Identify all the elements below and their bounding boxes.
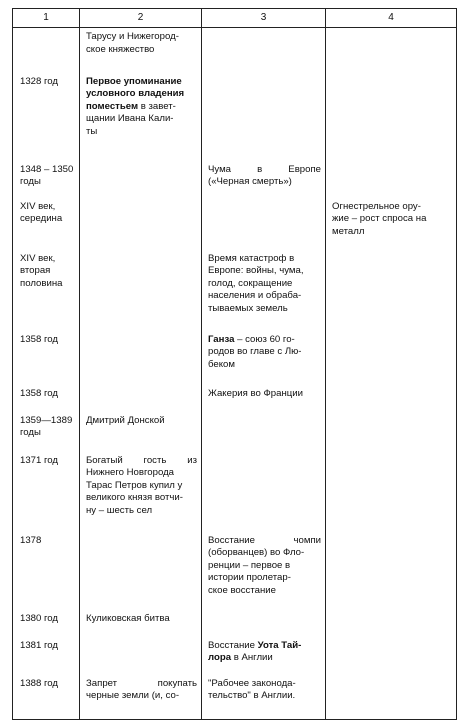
event-europe-cell [202, 388, 326, 415]
date-line: 1381 год [20, 639, 59, 651]
note-cell [326, 28, 457, 76]
cell-line: Европе: войны, чума, [208, 265, 304, 277]
cell-line: ну – шесть сел [86, 504, 153, 516]
date-line: годы [20, 427, 41, 439]
cell-line: ское восстание [208, 584, 276, 596]
column-header-2: 2 [80, 9, 202, 28]
table-row [13, 415, 457, 455]
event-europe-cell [202, 455, 326, 535]
note-cell [326, 76, 457, 164]
note-cell [326, 535, 457, 613]
note-cell [326, 640, 457, 678]
event-europe-cell [202, 164, 326, 201]
note-cell [326, 455, 457, 535]
date-cell [13, 201, 80, 253]
date-line: 1371 год [20, 454, 59, 466]
table-row [13, 613, 457, 640]
date-line: 1358 год [20, 387, 59, 399]
date-cell [13, 253, 80, 334]
cell-line-bold: поместьем в завет- [86, 100, 176, 112]
table-row [13, 678, 457, 720]
event-europe-cell [202, 415, 326, 455]
note-cell [326, 334, 457, 388]
cell-line: металл [332, 225, 365, 237]
date-line: 1378 [20, 534, 42, 546]
cell-line: Дмитрий Донской [86, 414, 165, 426]
event-russia-cell [80, 76, 202, 164]
event-russia-cell [80, 253, 202, 334]
date-cell [13, 388, 80, 415]
cell-line: Куликовская битва [86, 612, 170, 624]
chronology-table [12, 8, 457, 720]
date-line: 1380 год [20, 612, 59, 624]
cell-line: Восстание Уота Тай- [208, 639, 302, 651]
cell-line: ренции – первое в [208, 559, 291, 571]
event-russia-cell [80, 415, 202, 455]
event-europe-cell [202, 28, 326, 76]
table-row [13, 28, 457, 76]
event-europe-cell [202, 678, 326, 720]
date-line: XIV век, [20, 252, 56, 264]
cell-line: Тарас Петров купил у [86, 479, 183, 491]
note-cell [326, 613, 457, 640]
column-header-3: 3 [202, 9, 326, 28]
date-line: половина [20, 277, 63, 289]
cell-line: (оборванцев) во Фло- [208, 547, 305, 559]
event-russia-cell [80, 164, 202, 201]
event-europe-cell [202, 613, 326, 640]
table-row [13, 76, 457, 164]
event-russia-cell [80, 28, 202, 76]
date-cell [13, 640, 80, 678]
table-row [13, 455, 457, 535]
cell-line: лора в Англии [208, 652, 273, 664]
cell-line: Жакерия во Франции [208, 387, 303, 399]
cell-line: («Черная смерть») [208, 176, 292, 188]
event-europe-cell [202, 535, 326, 613]
event-europe-cell [202, 76, 326, 164]
date-line: 1348 – 1350 [20, 163, 74, 175]
column-header-4: 4 [326, 9, 457, 28]
table-row [13, 164, 457, 201]
cell-line: населения и обраба- [208, 290, 302, 302]
event-russia-cell [80, 455, 202, 535]
cell-line: ское княжество [86, 43, 155, 55]
cell-line-bold: Первое упоминание [86, 75, 182, 87]
event-russia-cell [80, 334, 202, 388]
cell-line: тельство" в Англии. [208, 690, 296, 702]
cell-line: щании Ивана Кали- [86, 113, 174, 125]
note-cell [326, 388, 457, 415]
event-europe-cell [202, 253, 326, 334]
table-header-row [13, 9, 457, 28]
event-russia-cell [80, 201, 202, 253]
event-europe-cell [202, 640, 326, 678]
cell-line: тываемых земель [208, 302, 288, 314]
table-row [13, 640, 457, 678]
note-cell [326, 678, 457, 720]
event-russia-cell [80, 678, 202, 720]
cell-line: Запрет покупать [86, 677, 197, 689]
event-russia-cell [80, 388, 202, 415]
event-russia-cell [80, 613, 202, 640]
event-europe-cell [202, 334, 326, 388]
date-line: 1358 год [20, 333, 59, 345]
event-russia-cell [80, 535, 202, 613]
cell-line-bold: условного владения [86, 88, 185, 100]
date-cell [13, 678, 80, 720]
cell-line: Нижнего Новгорода [86, 467, 175, 479]
cell-line: Восстание чомпи [208, 534, 321, 546]
date-cell [13, 415, 80, 455]
cell-line: Огнестрельное ору- [332, 200, 421, 212]
date-line: 1388 год [20, 677, 59, 689]
cell-line: черные земли (и, со- [86, 690, 180, 702]
cell-line: Ганза – союз 60 го- [208, 333, 295, 345]
table-row [13, 253, 457, 334]
note-cell [326, 201, 457, 253]
cell-line: родов во главе с Лю- [208, 346, 302, 358]
date-line: 1328 год [20, 75, 59, 87]
note-cell [326, 415, 457, 455]
date-cell [13, 164, 80, 201]
column-header-1: 1 [13, 9, 80, 28]
table-row [13, 535, 457, 613]
date-line: середина [20, 213, 63, 225]
cell-line: Тарусу и Нижегород- [86, 31, 179, 42]
cell-line: великого князя вотчи- [86, 492, 183, 504]
cell-line: истории пролетар- [208, 572, 291, 584]
date-cell [13, 535, 80, 613]
cell-line: голод, сокращение [208, 277, 293, 289]
date-cell [13, 455, 80, 535]
date-line: 1359—1389 [20, 414, 73, 426]
event-russia-cell [80, 640, 202, 678]
table-row [13, 388, 457, 415]
cell-line: Чума в Европе [208, 163, 321, 175]
table-row [13, 334, 457, 388]
table-row [13, 201, 457, 253]
cell-line: беком [208, 358, 235, 370]
cell-line: Богатый гость из [86, 454, 197, 466]
cell-line: ты [86, 125, 98, 137]
date-cell [13, 28, 80, 76]
date-cell [13, 76, 80, 164]
cell-line: Время катастроф в [208, 252, 295, 264]
date-cell [13, 613, 80, 640]
date-cell [13, 334, 80, 388]
note-cell [326, 253, 457, 334]
note-cell [326, 164, 457, 201]
date-line: годы [20, 176, 41, 188]
event-europe-cell [202, 201, 326, 253]
cell-line: "Рабочее законода- [208, 677, 296, 689]
date-line: XIV век, [20, 200, 56, 212]
date-line: вторая [20, 265, 51, 277]
cell-line: жие – рост спроса на [332, 213, 427, 225]
